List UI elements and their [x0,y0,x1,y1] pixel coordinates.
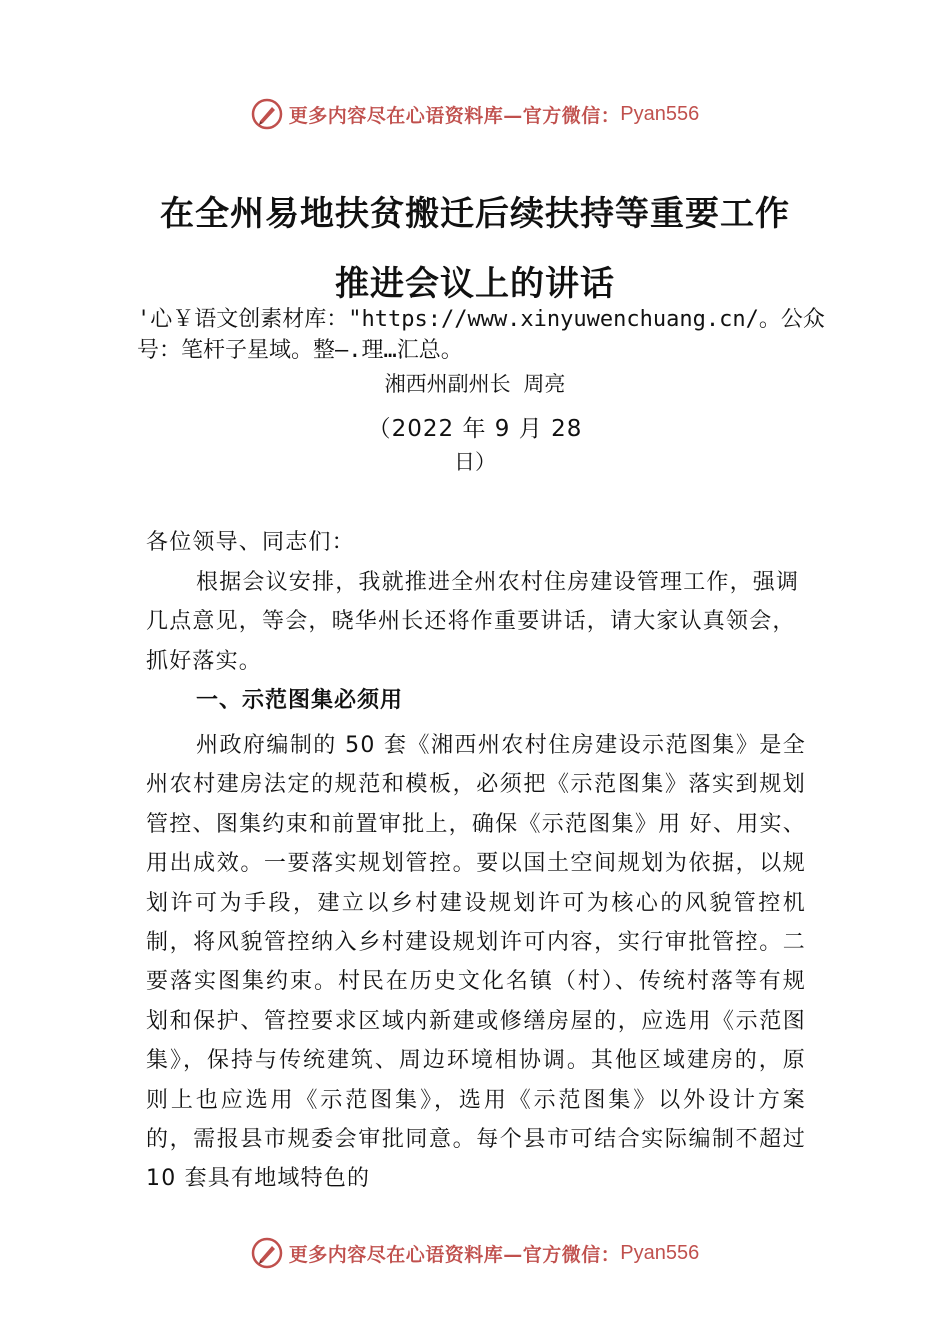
header-banner [0,94,950,134]
date-line1: （2022 年 9 月 28 [367,416,583,442]
wechat-id: Pyan556 [620,1241,700,1264]
section-heading-1: 一、示范图集必须用 [196,688,404,713]
paragraph-1: 根据会议安排，我就推进全州农村住房建设管理工作，强调几点意见，等会，晓华州长还将作重要讲话，请大家认真领会，抓好落实。 [146,570,800,674]
wechat-id: Pyan556 [620,102,700,125]
banner-text: 更多内容尽在心语资料库—官方微信： [288,104,621,127]
source-note: '心￥语文创素材库："https://www.xinyuwenchuang.cn/。公众号：笔杆子星域。整—.理…汇总。 [137,307,825,363]
author-line: 湘西州副州长 周亮 [384,372,566,396]
paragraph-2: 州政府编制的 50 套《湘西州农村住房建设示范图集》是全州农村建房法定的规范和模板，必须把《示范图集》落实到规划管控、图集约束和前置审批上，确保《示范图集》用 好、用实、用出成效。一要落实规划管控。要以国土空间规划为依据，以规划许可为手段，建立以乡村建设规划许可为核心的风貌管控机制，将风貌管控纳入乡村建设规划许可内容，实行审批管控。二要落实图集约束。村民在历史文化名镇（村）、传统村落等有规划和保护、管控要求区域内新建或修缮房屋的，应选用《示范图集》，保持与传统建筑、周边环境相协调。其他区域建房的，原则上也应选用《示范图集》，选用《示范图集》以外设计方案的，需报县市规委会审批同意。每个县市可结合实际编制不超过 10 套具有地域特色的 [146,733,806,1192]
greeting: 各位领导、同志们： [146,530,355,555]
document-title-line2: 推进会议上的讲话 [335,264,615,304]
pen-logo-icon [251,1237,283,1269]
banner-text: 更多内容尽在心语资料库—官方微信： [288,1243,621,1266]
pen-logo-icon [251,98,283,130]
date-line2: 日） [454,450,496,474]
footer-banner [0,1233,950,1273]
document-title-line1: 在全州易地扶贫搬迁后续扶持等重要工作 [160,194,790,234]
